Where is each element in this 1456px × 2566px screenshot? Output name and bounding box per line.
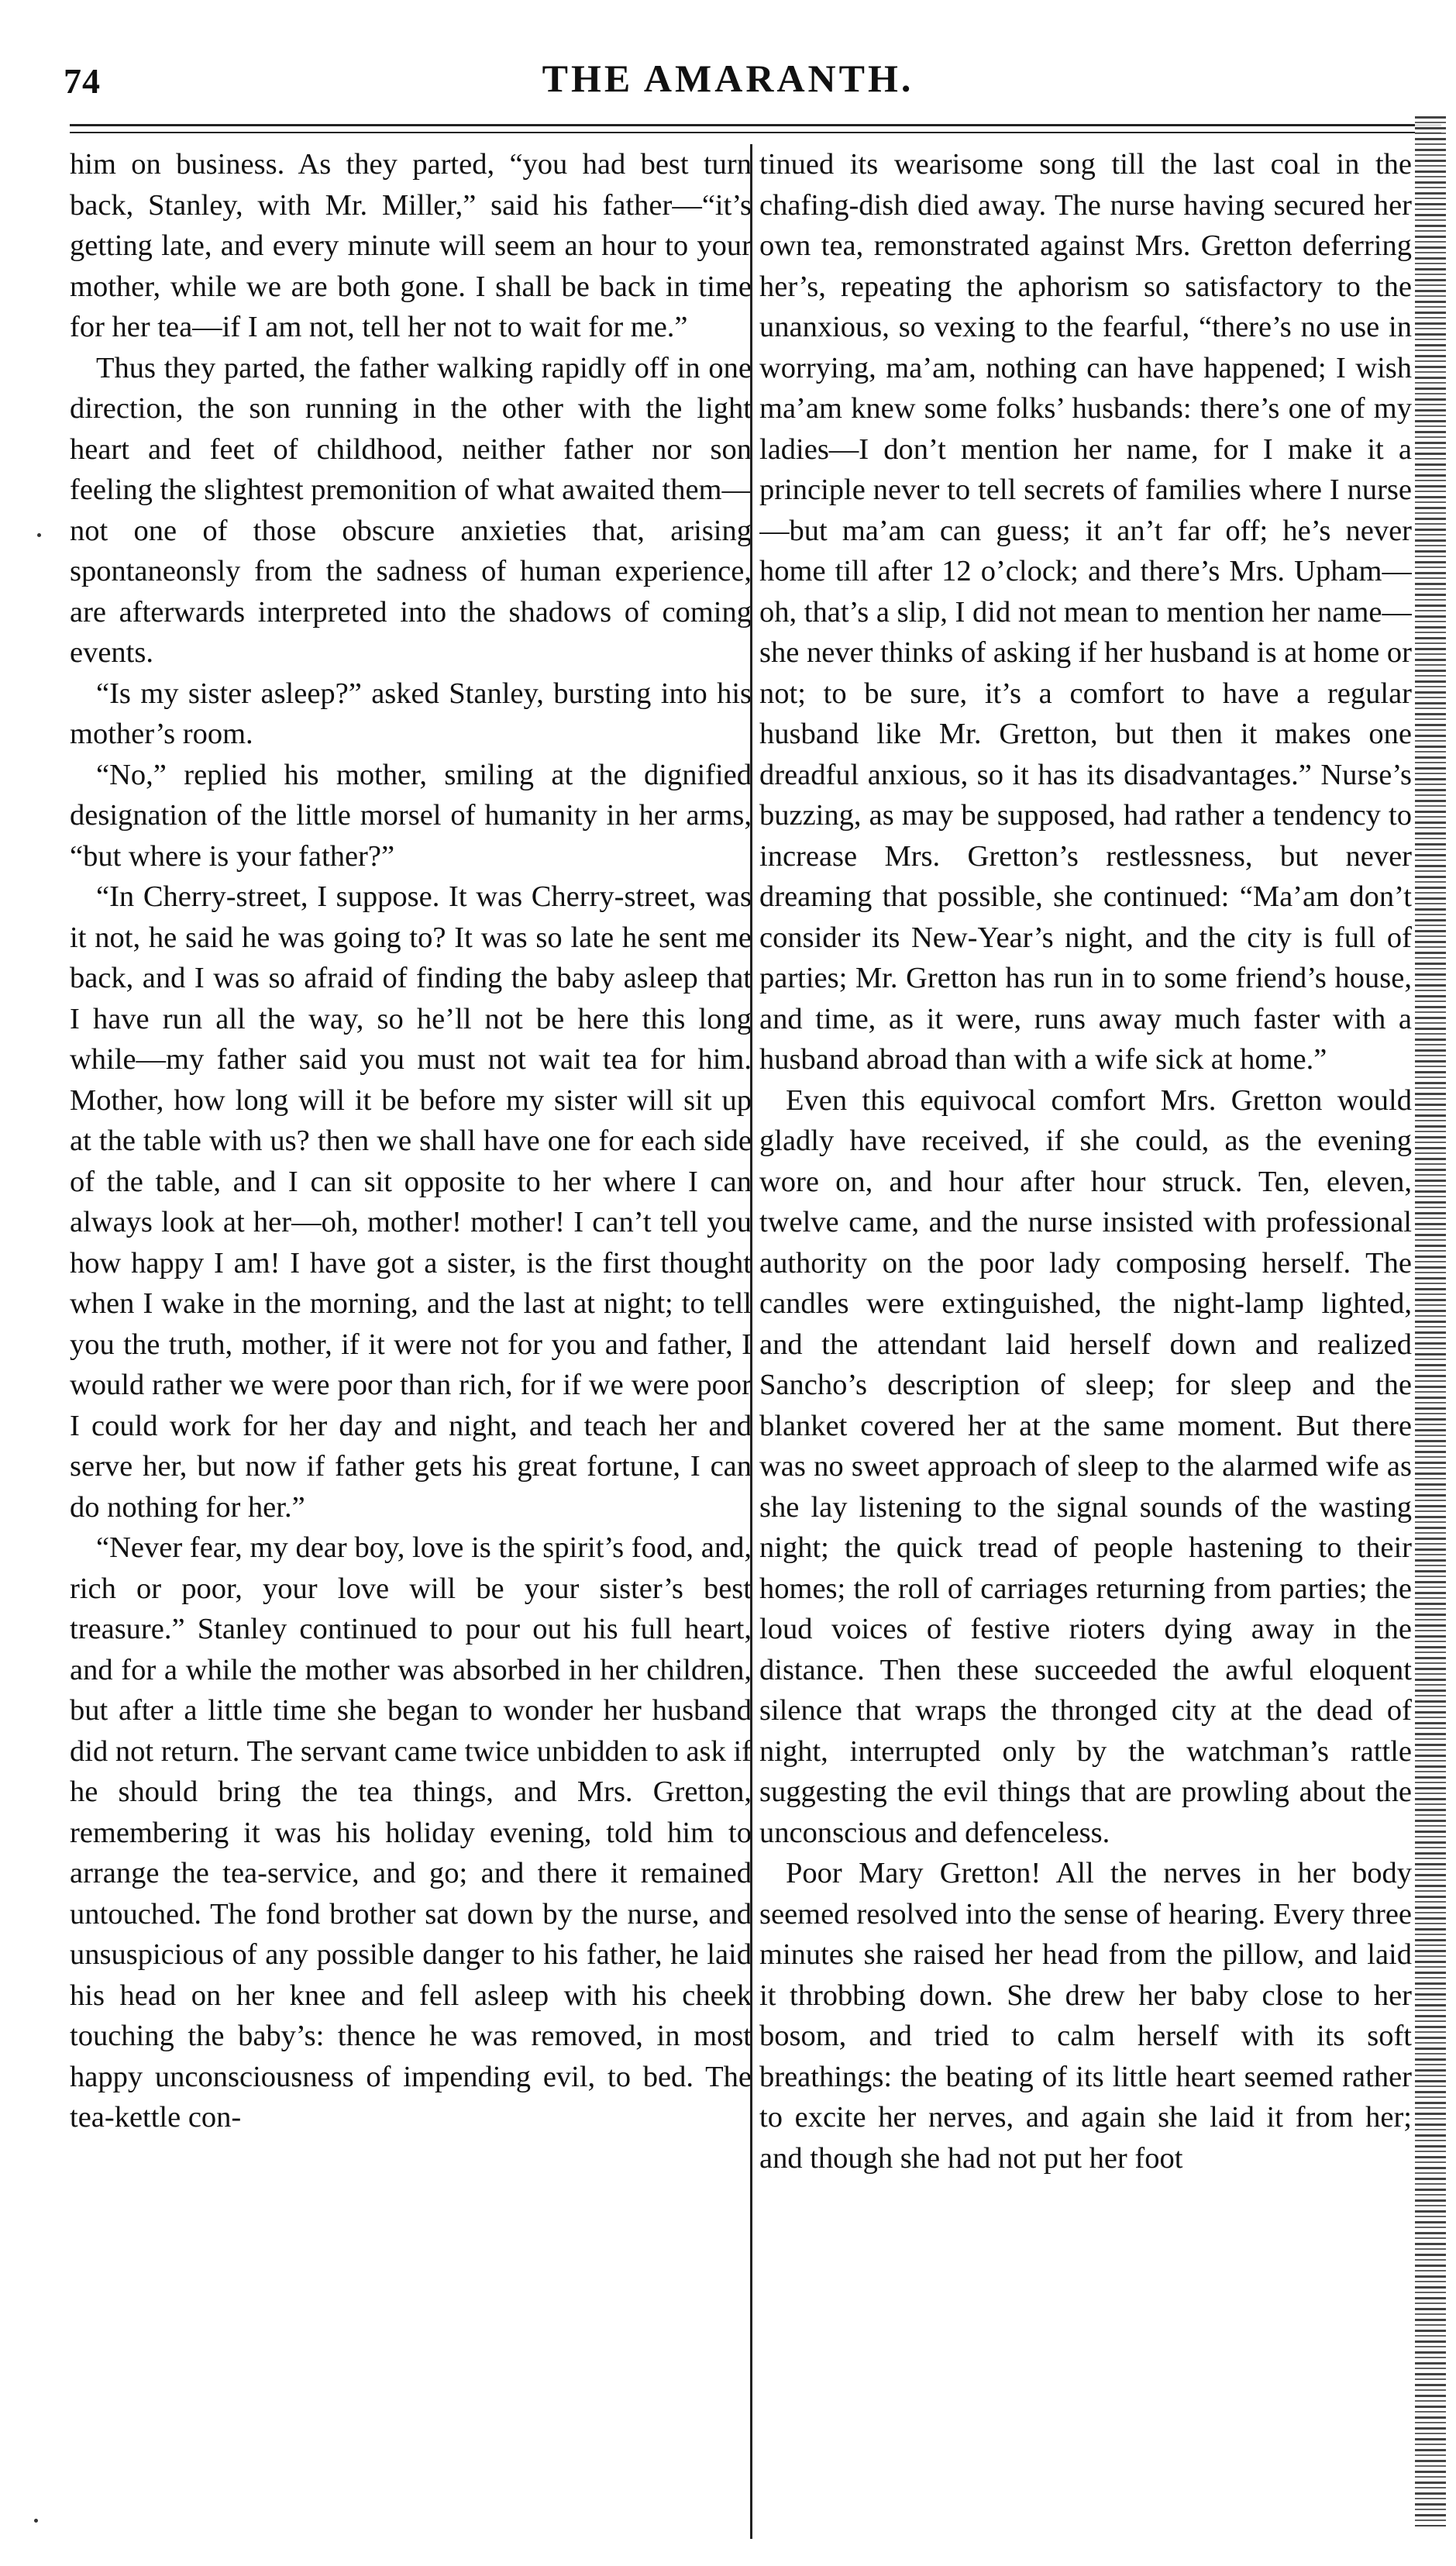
- header-rule: [70, 124, 1441, 126]
- paragraph: “In Cherry-street, I suppose. It was Cherry-street, was it not, he said he was going to? It was so late he sent me back, and I was so afraid of finding the baby asleep that I have run all the way, so he’ll not be here this long while—my father said you must not wait tea for him. Mother, how long will it be before my sister will sit up at the table with us? then we shall have one for each side of the table, and I can sit opposite to her where I can always look at her—oh, mother! mother! I can’t tell you how happy I am! I have got a sister, is the first thought when I wake in the morning, and the last at night; to tell you the truth, mother, if it were not for you and father, I would rather we were poor than rich, for if we were poor I could work for her day and night, and teach her and serve her, but now if father gets his great fortune, I can do nothing for her.”: [70, 880, 752, 1524]
- margin-speck: [34, 2519, 38, 2523]
- column-divider: [750, 144, 752, 2539]
- running-title: THE AMARANTH.: [542, 57, 914, 100]
- right-column: [759, 144, 1412, 2531]
- paragraph: “Is my sister asleep?” asked Stanley, bursting into his mother’s room.: [70, 677, 752, 750]
- paragraph: him on business. As they parted, “you had best turn back, Stanley, with Mr. Miller,” said his father—“it’s getting late, and every minute will seem an hour to your mother, while we are both gone. I shall be back in time for her tea—if I am not, tell her not to wait for me.”: [70, 148, 752, 343]
- header-rule-secondary: [70, 132, 1441, 133]
- paragraph: “Never fear, my dear boy, love is the spirit’s food, and, rich or poor, your love will be your sister’s best treasure.” Stanley continued to pour out his full heart, and for a while the mother was absorbed in her children, but after a little time she began to wonder her husband did not return. The servant came twice unbidden to ask if he should bring the tea things, and Mrs. Gretton, remembering it was his holiday evening, told him to arrange the tea-service, and go; and there it remained untouched. The fond brother sat down by the nurse, and unsuspicious of any possible danger to his father, he laid his head on her knee and fell asleep with his cheek touching the baby’s: thence he was removed, in most happy unconsciousness of impending evil, to bed. The tea-kettle con-: [70, 1531, 752, 2134]
- margin-speck: [37, 533, 41, 537]
- binding-edge-scan-artifact: [1415, 116, 1446, 2526]
- paragraph: tinued its wearisome song till the last coal in the chafing-dish died away. The nurse having secured her own tea, remonstrated against Mrs. Gretton deferring her’s, repeating the aphorism so satisfactory to the unanxious, so vexing to the fearful, “there’s no use in worrying, ma’am, nothing can have happened; I wish ma’am knew some folks’ husbands: there’s one of my ladies—I don’t mention her name, for I make it a principle never to tell secrets of families where I nurse—but ma’am can guess; it an’t far off; he’s never home till after 12 o’clock; and there’s Mrs. Upham—oh, that’s a slip, I did not mean to mention her name—she never thinks of asking if her husband is at home or not; to be sure, it’s a comfort to have a regular husband like Mr. Gretton, but then it makes one dreadful anxious, so it has its disadvantages.” Nurse’s buzzing, as may be supposed, had rather a tendency to increase Mrs. Gretton’s restlessness, but never dreaming that possible, she continued: “Ma’am don’t consider its New-Year’s night, and the city is full of parties; Mr. Gretton has run in to some friend’s house, and time, as it were, runs away much faster with a husband abroad than with a wife sick at home.”: [759, 148, 1412, 1076]
- paragraph: Even this equivocal comfort Mrs. Gretton would gladly have received, if she could, as the evening wore on, and hour after hour struck. Ten, eleven, twelve came, and the nurse insisted with professional authority on the poor lady composing herself. The candles were extinguished, the night-lamp lighted, and the attendant laid herself down and realized Sancho’s description of sleep; for sleep and the blanket covered her at the same moment. But there was no sweet approach of sleep to the alarmed wife as she lay listening to the signal sounds of the wasting night; the quick tread of people hastening to their homes; the roll of carriages returning from parties; the loud voices of festive rioters dying away in the distance. Then these succeeded the awful eloquent silence that wraps the thronged city at the dead of night, interrupted only by the watchman’s rattle suggesting the evil things that are prowling about the unconscious and defenceless.: [759, 1083, 1412, 1849]
- left-column: [70, 144, 752, 2531]
- paragraph: Thus they parted, the father walking rapidly off in one direction, the son running in the other with the light heart and feet of childhood, neither father nor son feeling the slightest premonition of what awaited them—not one of those obscure anxieties that, arising spontaneonsly from the sadness of human experience, are afterwards interpreted into the shadows of coming events.: [70, 351, 752, 669]
- paragraph: Poor Mary Gretton! All the nerves in her body seemed resolved into the sense of hearing. Every three minutes she raised her head from the pillow, and laid it throbbing down. She drew her baby close to her bosom, and tried to calm herself with its soft breathings: the beating of its little heart seemed rather to excite her nerves, and again she laid it from her; and though she had not put her foot: [759, 1857, 1412, 2175]
- page-number: 74: [64, 61, 101, 101]
- paragraph: “No,” replied his mother, smiling at the dignified designation of the little morsel of humanity in her arms, “but where is your father?”: [70, 758, 752, 873]
